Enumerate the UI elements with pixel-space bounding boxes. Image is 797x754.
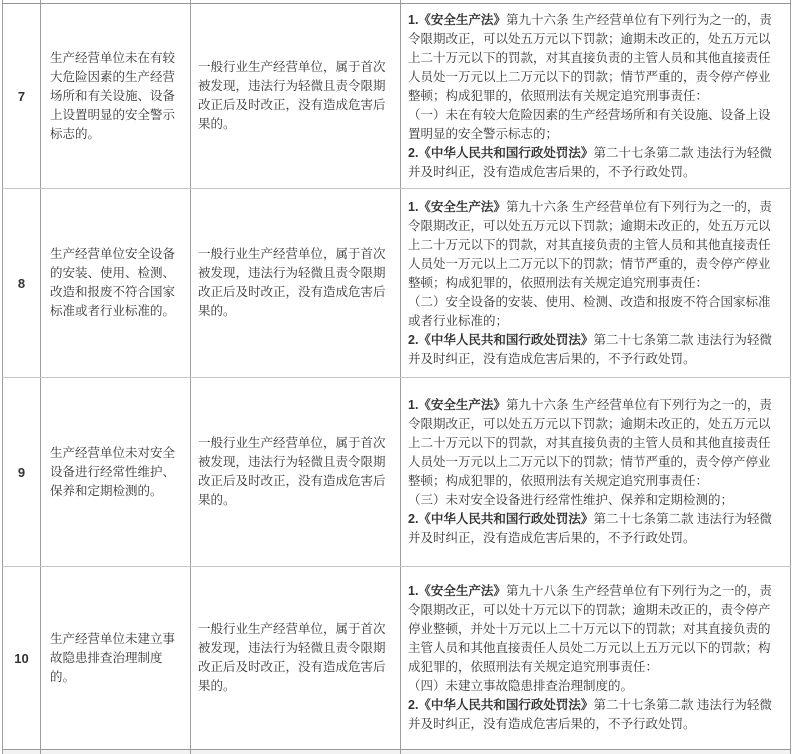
- basis-body: （二）安全设备的安装、使用、检测、改造和报废不符合国家标准或者行业标准的；: [408, 294, 771, 328]
- table-row: [3, 189, 791, 378]
- circumstance-cell: [191, 378, 401, 567]
- violation-text: 生产经营单位未在有较大危险因素的生产经营场所和有关设施、设备上设置明显的安全警示标志的。: [50, 50, 176, 141]
- legal-basis-text: [401, 576, 790, 740]
- violation-cell: [41, 378, 191, 567]
- circumstance-text: 一般行业生产经营单位，属于首次被发现，违法行为轻微且责令限期改正后及时改正，没有造成危害后果的。: [198, 622, 386, 693]
- circumstance-cell: [191, 567, 401, 750]
- empty-cell: [191, 750, 401, 754]
- basis-body: （三）未对安全设备进行经常性维护、保养和定期检测的；: [408, 493, 734, 507]
- legal-basis-text: [401, 192, 790, 375]
- basis-paragraph: [408, 510, 782, 548]
- legal-basis-cell: [401, 4, 791, 189]
- basis-body: 第九十六条 生产经营单位有下列行为之一的，责令限期改正，可以处五万元以下罚款；逾期未改正的，处五万元以上二十万元以下的罚款，对其直接负责的主管人员和其他直接责任人员处一万元以上二万元以下的罚款；情节严重的，责令停产停业整顿；构成犯罪的，依照刑法有关规定追究刑事责任：: [408, 398, 772, 488]
- circumstance-text: 一般行业生产经营单位，属于首次被发现，违法行为轻微且责令限期改正后及时改正，没有造成危害后果的。: [198, 60, 386, 131]
- basis-body: 第九十八条 生产经营单位有下列行为之一的，责令限期改正，可以处十万元以下的罚款；逾期未改正的，责令停产停业整顿，并处十万元以上二十万元以下的罚款；对其直接负责的主管人员和其他直接责任人员处二万元以上五万元以下的罚款；构成犯罪的，依照刑法有关规定追究刑事责任：: [408, 584, 772, 674]
- basis-paragraph: [408, 677, 782, 696]
- basis-paragraph: [408, 293, 782, 331]
- violation-text: 生产经营单位安全设备的安装、使用、检测、改造和报废不符合国家标准或者行业标准的。: [50, 247, 176, 318]
- legal-basis-cell: [401, 378, 791, 567]
- circumstance-cell: [191, 4, 401, 189]
- basis-body: （四）未建立事故隐患排查治理制度的。: [408, 679, 634, 693]
- table-row-partial-bottom: [3, 750, 791, 754]
- empty-cell: [3, 750, 41, 754]
- law-title-bold: 1.《安全生产法》: [408, 12, 506, 27]
- circumstance-text: 一般行业生产经营单位，属于首次被发现，违法行为轻微且责令限期改正后及时改正，没有造成危害后果的。: [198, 247, 386, 318]
- table-row: [3, 567, 791, 750]
- basis-body: 第二十七条第二款 违法行为轻微并及时纠正，没有造成危害后果的，不予行政处罚。: [408, 332, 772, 366]
- law-title-bold: 2.《中华人民共和国行政处罚法》: [408, 145, 594, 160]
- basis-paragraph: [408, 696, 782, 734]
- basis-paragraph: [408, 198, 782, 293]
- law-title-bold: 2.《中华人民共和国行政处罚法》: [408, 332, 594, 347]
- table-row: [3, 378, 791, 567]
- basis-body: 第二十七条第二款 违法行为轻微并及时纠正，没有造成危害后果的，不予行政处罚。: [408, 145, 772, 179]
- basis-paragraph: [408, 144, 782, 182]
- basis-body: 第九十六条 生产经营单位有下列行为之一的，责令限期改正，可以处五万元以下罚款；逾期未改正的，处五万元以上二十万元以下的罚款，对其直接负责的主管人员和其他直接责任人员处一万元以上二万元以下的罚款；情节严重的，责令停产停业整顿；构成犯罪的，依照刑法有关规定追究刑事责任：: [408, 12, 772, 103]
- violation-text: 生产经营单位未对安全设备进行经常性维护、保养和定期检测的。: [50, 445, 176, 498]
- basis-body: 第九十六条 生产经营单位有下列行为之一的，责令限期改正，可以处五万元以下罚款；逾期未改正的，处五万元以上二十万元以下的罚款，对其直接负责的主管人员和其他直接责任人员处一万元以上二万元以下的罚款；情节严重的，责令停产停业整顿；构成犯罪的，依照刑法有关规定追究刑事责任：: [408, 199, 772, 290]
- row-number-cell: 8: [3, 189, 41, 378]
- basis-paragraph: [408, 331, 782, 369]
- penalty-rules-table: [2, 0, 791, 754]
- empty-cell: [401, 750, 791, 754]
- row-number-cell: 7: [3, 4, 41, 189]
- legal-basis-text: [401, 390, 790, 554]
- basis-paragraph: [408, 106, 782, 144]
- violation-text: 生产经营单位未建立事故隐患排查治理制度的。: [50, 631, 176, 684]
- circumstance-text: 一般行业生产经营单位，属于首次被发现，违法行为轻微且责令限期改正后及时改正，没有造成危害后果的。: [198, 436, 386, 507]
- law-title-bold: 1.《安全生产法》: [408, 398, 506, 412]
- basis-paragraph: [408, 491, 782, 510]
- table-row: [3, 4, 791, 189]
- legal-basis-cell: [401, 567, 791, 750]
- violation-cell: [41, 4, 191, 189]
- basis-body: （一）未在有较大危险因素的生产经营场所和有关设施、设备上设置明显的安全警示标志的；: [408, 107, 771, 141]
- legal-basis-cell: [401, 189, 791, 378]
- empty-cell: [41, 750, 191, 754]
- circumstance-cell: [191, 189, 401, 378]
- law-title-bold: 2.《中华人民共和国行政处罚法》: [408, 698, 594, 712]
- basis-paragraph: [408, 396, 782, 491]
- law-title-bold: 2.《中华人民共和国行政处罚法》: [408, 512, 594, 526]
- violation-cell: [41, 567, 191, 750]
- legal-basis-text: [401, 5, 790, 188]
- violation-cell: [41, 189, 191, 378]
- basis-paragraph: [408, 582, 782, 677]
- basis-paragraph: [408, 11, 782, 106]
- law-title-bold: 1.《安全生产法》: [408, 199, 506, 214]
- row-number-cell: 9: [3, 378, 41, 567]
- basis-body: 第二十七条第二款 违法行为轻微并及时纠正，没有造成危害后果的，不予行政处罚。: [408, 512, 772, 545]
- basis-body: 第二十七条第二款 违法行为轻微并及时纠正，没有造成危害后果的，不予行政处罚。: [408, 698, 772, 731]
- row-number-cell: 10: [3, 567, 41, 750]
- law-title-bold: 1.《安全生产法》: [408, 584, 506, 598]
